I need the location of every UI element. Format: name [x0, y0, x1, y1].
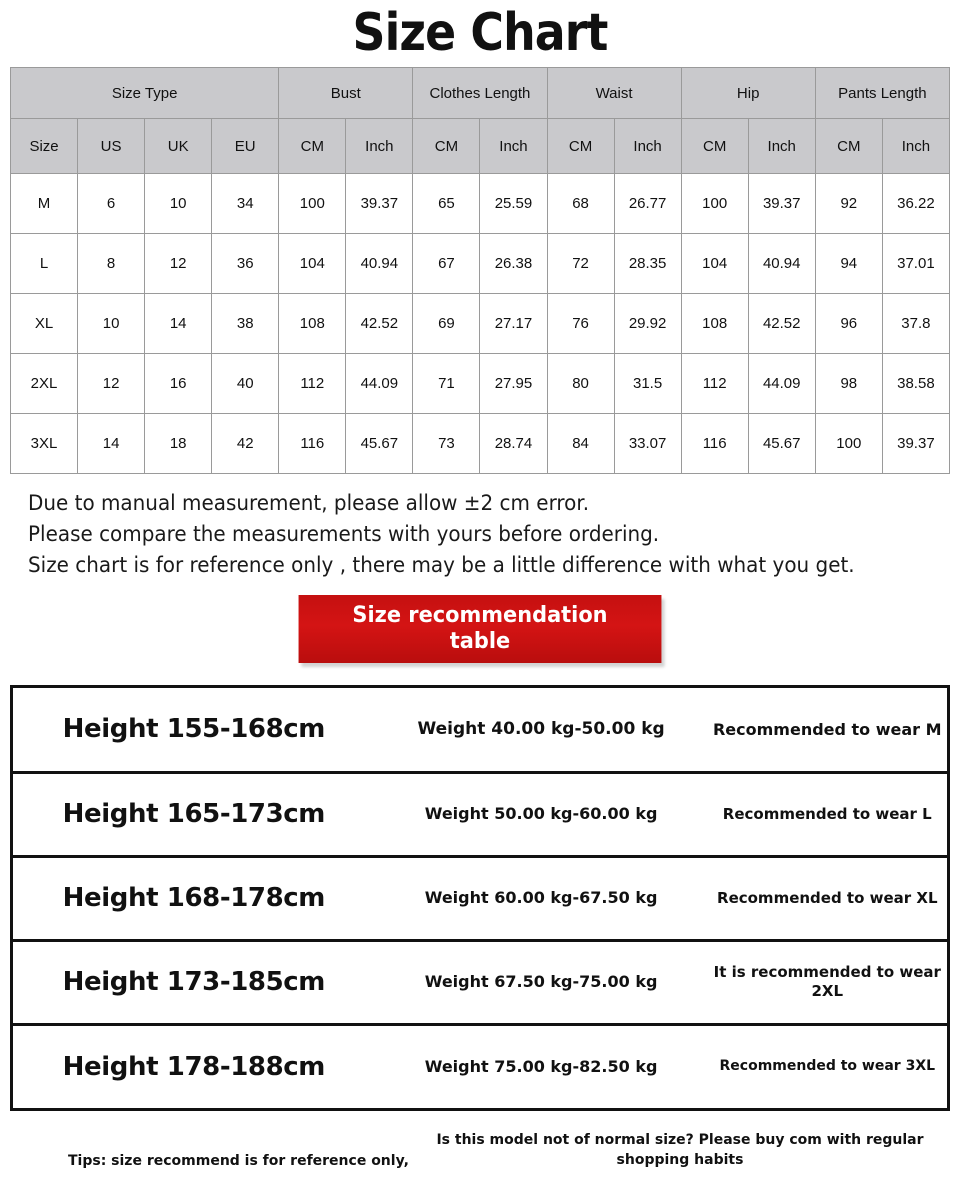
size-chart-table-container — [10, 67, 950, 474]
recommendation-table — [13, 688, 947, 1108]
recommendation-height: Height 165-173cm — [13, 772, 375, 856]
banner-line-2: table — [449, 629, 511, 654]
size-chart-column-header: Inch — [614, 119, 681, 174]
recommendation-row — [13, 940, 947, 1024]
measurement-cell: 80 — [547, 354, 614, 414]
measurement-cell: 6 — [78, 174, 145, 234]
measurement-cell: 42 — [212, 414, 279, 474]
disclaimer-line-3: Size chart is for reference only , there may be a little difference with what you get. — [28, 553, 855, 577]
measurement-cell: 69 — [413, 294, 480, 354]
banner-line-1: Size recommendation — [352, 603, 608, 628]
size-chart-group-header: Waist — [547, 68, 681, 119]
size-chart-column-header: Inch — [748, 119, 815, 174]
measurement-cell: 45.67 — [748, 414, 815, 474]
measurement-cell: 73 — [413, 414, 480, 474]
measurement-cell: 10 — [78, 294, 145, 354]
measurement-cell: 14 — [78, 414, 145, 474]
measurement-cell: 112 — [279, 354, 346, 414]
measurement-cell: 100 — [681, 174, 748, 234]
measurement-cell: 12 — [78, 354, 145, 414]
measurement-cell: 39.37 — [346, 174, 413, 234]
recommendation-size: Recommended to wear XL — [708, 856, 947, 940]
footer-note: Is this model not of normal size? Please buy com with regular shopping habits — [436, 1132, 924, 1168]
measurement-cell: 100 — [279, 174, 346, 234]
recommendation-size: Recommended to wear M — [712, 719, 942, 739]
recommendation-weight: Weight 40.00 kg-50.00 kg — [417, 719, 665, 740]
recommendation-row — [13, 772, 947, 856]
measurement-cell: 40.94 — [346, 234, 413, 294]
recommendation-table-container — [10, 685, 950, 1111]
measurement-cell: 92 — [815, 174, 882, 234]
measurement-cell: 26.77 — [614, 174, 681, 234]
size-chart-column-header: UK — [145, 119, 212, 174]
size-chart-group-header: Size Type — [11, 68, 279, 119]
size-chart-sub-header-row — [11, 119, 950, 174]
size-chart-group-header: Bust — [279, 68, 413, 119]
size-recommendation-banner-row — [0, 595, 960, 663]
size-label-cell: M — [11, 174, 78, 234]
size-chart-column-header: CM — [547, 119, 614, 174]
measurement-cell: 100 — [815, 414, 882, 474]
measurement-cell: 40.94 — [748, 234, 815, 294]
measurement-cell: 26.38 — [480, 234, 547, 294]
measurement-cell: 16 — [145, 354, 212, 414]
measurement-cell: 104 — [681, 234, 748, 294]
measurement-cell: 37.01 — [882, 234, 949, 294]
table-row — [11, 354, 950, 414]
measurement-cell: 98 — [815, 354, 882, 414]
size-chart-column-header: Inch — [480, 119, 547, 174]
recommendation-row — [13, 856, 947, 940]
measurement-cell: 84 — [547, 414, 614, 474]
size-chart-header — [11, 68, 950, 174]
measurement-cell: 94 — [815, 234, 882, 294]
measurement-cell: 28.35 — [614, 234, 681, 294]
size-chart-column-header: EU — [212, 119, 279, 174]
size-chart-group-header: Clothes Length — [413, 68, 547, 119]
measurement-cell: 96 — [815, 294, 882, 354]
recommendation-row — [13, 688, 947, 772]
measurement-cell: 108 — [681, 294, 748, 354]
size-chart-table — [10, 67, 950, 474]
size-label-cell: 2XL — [11, 354, 78, 414]
measurement-cell: 42.52 — [346, 294, 413, 354]
recommendation-height: Height 173-185cm — [13, 940, 375, 1024]
measurement-cell: 39.37 — [748, 174, 815, 234]
recommendation-weight: Weight 50.00 kg-60.00 kg — [375, 772, 708, 856]
size-label-cell: XL — [11, 294, 78, 354]
table-row — [11, 174, 950, 234]
measurement-cell: 116 — [681, 414, 748, 474]
measurement-cell: 28.74 — [480, 414, 547, 474]
size-label-cell: 3XL — [11, 414, 78, 474]
measurement-cell: 108 — [279, 294, 346, 354]
measurement-cell: 10 — [145, 174, 212, 234]
measurement-cell: 38 — [212, 294, 279, 354]
measurement-cell: 104 — [279, 234, 346, 294]
size-chart-group-header-row — [11, 68, 950, 119]
measurement-cell: 38.58 — [882, 354, 949, 414]
footer — [0, 1127, 960, 1191]
recommendation-height: Height 168-178cm — [13, 856, 375, 940]
measurement-cell: 34 — [212, 174, 279, 234]
measurement-cell: 71 — [413, 354, 480, 414]
measurement-cell: 12 — [145, 234, 212, 294]
measurement-cell: 65 — [413, 174, 480, 234]
footer-tips: Tips: size recommend is for reference only, — [68, 1153, 409, 1169]
measurement-cell: 36 — [212, 234, 279, 294]
measurement-cell: 27.17 — [480, 294, 547, 354]
measurement-cell: 44.09 — [346, 354, 413, 414]
table-row — [11, 414, 950, 474]
recommendation-size: Recommended to wear L — [708, 772, 947, 856]
recommendation-height: Height 155-168cm — [62, 714, 325, 745]
measurement-cell: 31.5 — [614, 354, 681, 414]
measurement-cell: 44.09 — [748, 354, 815, 414]
table-row — [11, 234, 950, 294]
recommendation-weight: Weight 60.00 kg-67.50 kg — [375, 856, 708, 940]
recommendation-table-body — [13, 688, 947, 1108]
size-recommendation-banner — [299, 595, 662, 663]
page-title: Size Chart — [352, 3, 608, 63]
measurement-cell: 116 — [279, 414, 346, 474]
recommendation-size: It is recommended to wear 2XL — [708, 940, 947, 1024]
disclaimer-line-2: Please compare the measurements with yours before ordering. — [28, 522, 660, 546]
measurement-cell: 29.92 — [614, 294, 681, 354]
size-chart-column-header: Inch — [882, 119, 949, 174]
measurement-cell: 27.95 — [480, 354, 547, 414]
disclaimer-line-1: Due to manual measurement, please allow ±2 cm error. — [28, 491, 590, 515]
measurement-cell: 67 — [413, 234, 480, 294]
measurement-cell: 40 — [212, 354, 279, 414]
size-label-cell: L — [11, 234, 78, 294]
measurement-cell: 33.07 — [614, 414, 681, 474]
table-row — [11, 294, 950, 354]
measurement-cell: 39.37 — [882, 414, 949, 474]
measurement-cell: 8 — [78, 234, 145, 294]
size-chart-column-header: CM — [815, 119, 882, 174]
recommendation-row — [13, 1024, 947, 1108]
size-chart-column-header: Inch — [346, 119, 413, 174]
measurement-cell: 18 — [145, 414, 212, 474]
measurement-cell: 25.59 — [480, 174, 547, 234]
size-chart-column-header: US — [78, 119, 145, 174]
size-chart-column-header: CM — [413, 119, 480, 174]
measurement-cell: 36.22 — [882, 174, 949, 234]
recommendation-height: Height 178-188cm — [13, 1024, 375, 1108]
recommendation-size: Recommended to wear 3XL — [708, 1024, 947, 1108]
size-chart-group-header: Pants Length — [815, 68, 949, 119]
recommendation-weight: Weight 75.00 kg-82.50 kg — [375, 1024, 708, 1108]
size-chart-body — [11, 174, 950, 474]
measurement-cell: 45.67 — [346, 414, 413, 474]
size-chart-group-header: Hip — [681, 68, 815, 119]
measurement-disclaimer — [28, 488, 913, 581]
measurement-cell: 72 — [547, 234, 614, 294]
recommendation-weight: Weight 67.50 kg-75.00 kg — [375, 940, 708, 1024]
size-chart-column-header: Size — [11, 119, 78, 174]
measurement-cell: 112 — [681, 354, 748, 414]
size-chart-column-header: CM — [279, 119, 346, 174]
measurement-cell: 14 — [145, 294, 212, 354]
measurement-cell: 76 — [547, 294, 614, 354]
measurement-cell: 42.52 — [748, 294, 815, 354]
measurement-cell: 37.8 — [882, 294, 949, 354]
size-chart-column-header: CM — [681, 119, 748, 174]
measurement-cell: 68 — [547, 174, 614, 234]
